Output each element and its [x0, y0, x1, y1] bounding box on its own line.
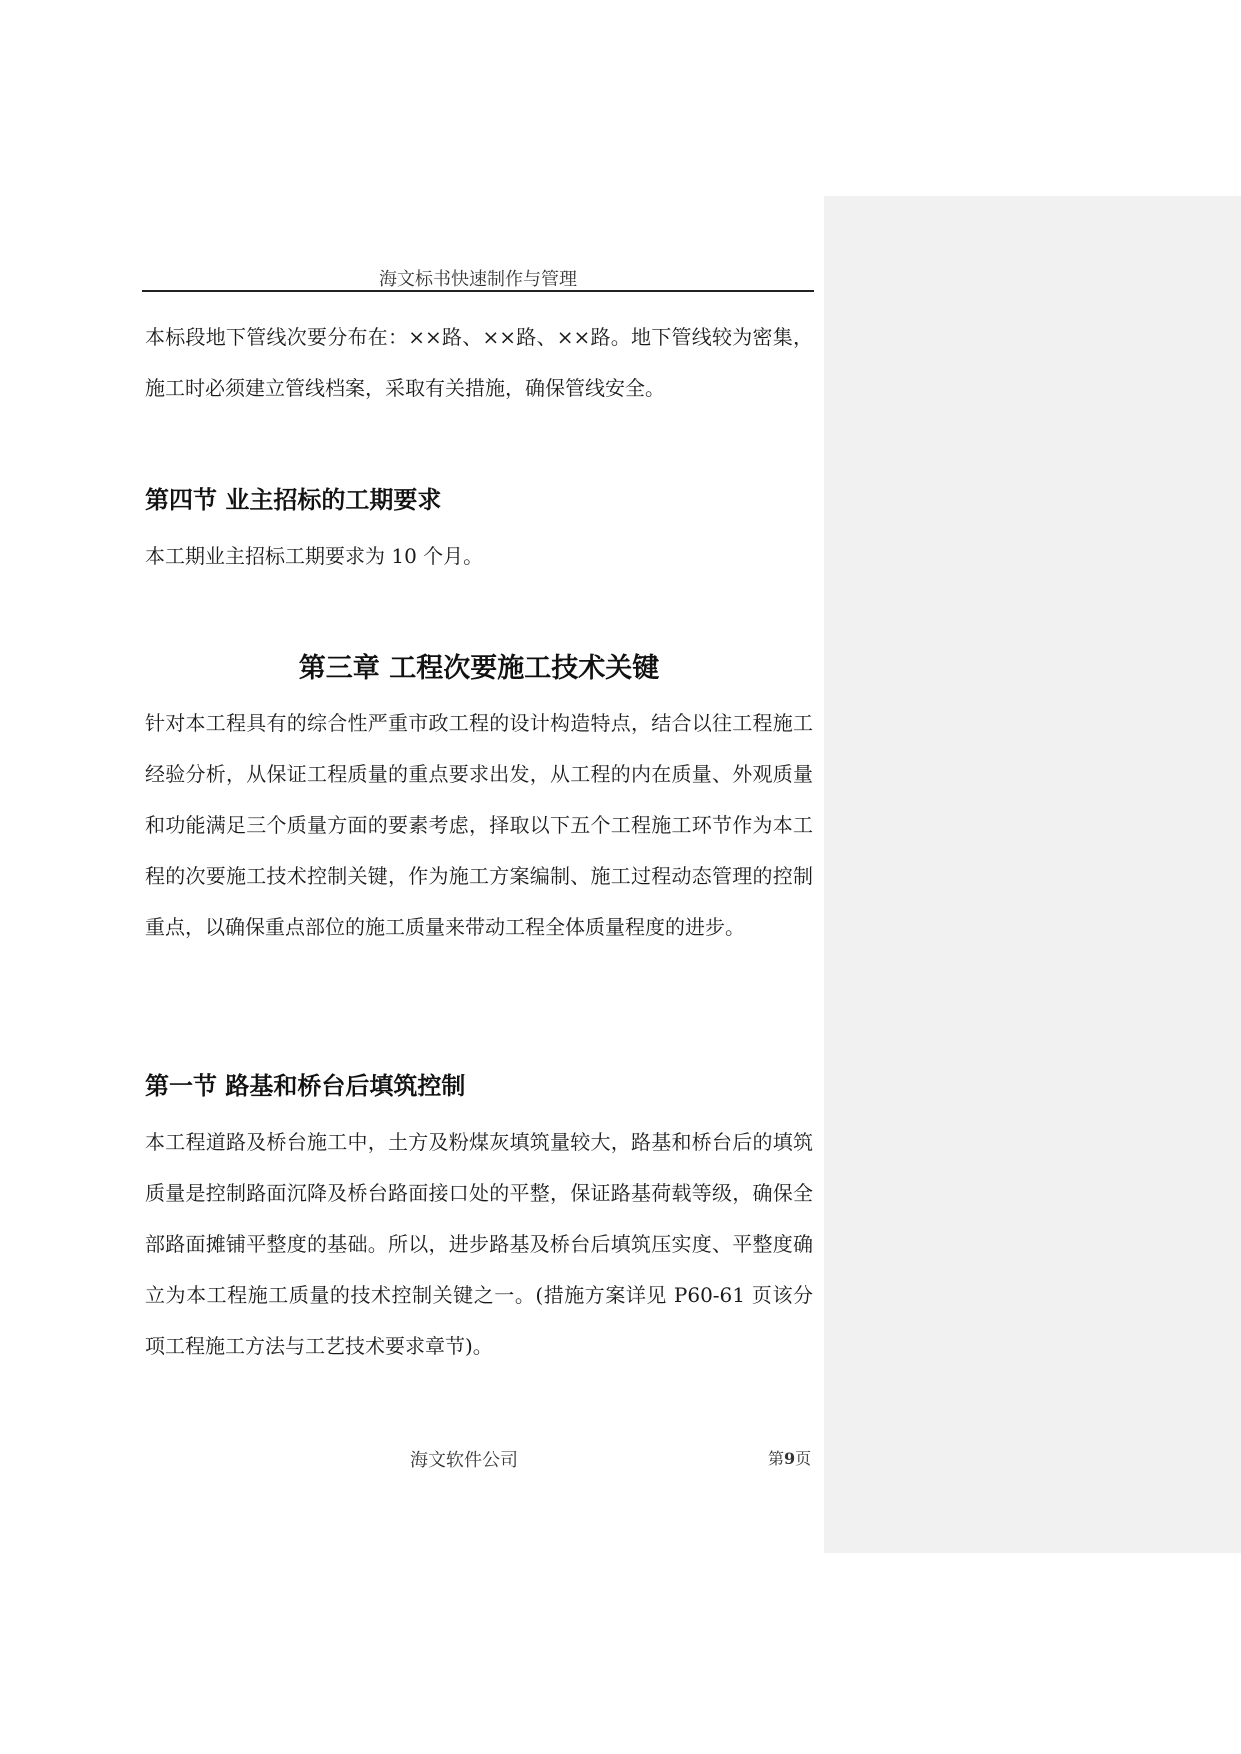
paragraph-pipelines: 本标段地下管线次要分布在：××路、××路、××路。地下管线较为密集，施工时必须建立管线档案，采取有关措施，确保管线安全。: [145, 325, 813, 400]
page-number-value: 9: [784, 1449, 796, 1468]
page-suffix: 页: [795, 1449, 812, 1468]
page-number: [768, 1446, 811, 1469]
footer-company: 海文软件公司: [410, 1450, 518, 1471]
paragraph-chapter-intro: 针对本工程具有的综合性严重市政工程的设计构造特点，结合以往工程施工经验分析，从保证工程质量的重点要求出发，从工程的内在质量、外观质量和功能满足三个质量方面的要素考虑，择取以下五个工程施工环节作为本工程的次要施工技术控制关键，作为施工方案编制、施工过程动态管理的控制重点，以确保重点部位的施工质量来带动工程全体质量程度的进步。: [145, 711, 813, 939]
comment-pane: [824, 196, 1241, 1553]
running-header: 海文标书快速制作与管理: [379, 269, 577, 290]
header-divider: [142, 290, 814, 292]
chapter-heading: 第三章 工程次要施工技术关键: [298, 653, 660, 684]
section-heading-schedule: 第四节 业主招标的工期要求: [145, 486, 442, 514]
paragraph-subgrade: 本工程道路及桥台施工中，土方及粉煤灰填筑量较大，路基和桥台后的填筑质量是控制路面沉降及桥台路面接口处的平整，保证路基荷载等级，确保全部路面摊铺平整度的基础。所以，进步路基及桥台后填筑压实度、平整度确立为本工程施工质量的技术控制关键之一。(措施方案详见 P60-61 页该分项工程施工方法与工艺技术要求章节)。: [145, 1130, 813, 1358]
paragraph-schedule: 本工期业主招标工期要求为 10 个月。: [145, 544, 484, 568]
section-heading-subgrade: 第一节 路基和桥台后填筑控制: [145, 1072, 466, 1100]
page-prefix: 第: [768, 1449, 785, 1468]
